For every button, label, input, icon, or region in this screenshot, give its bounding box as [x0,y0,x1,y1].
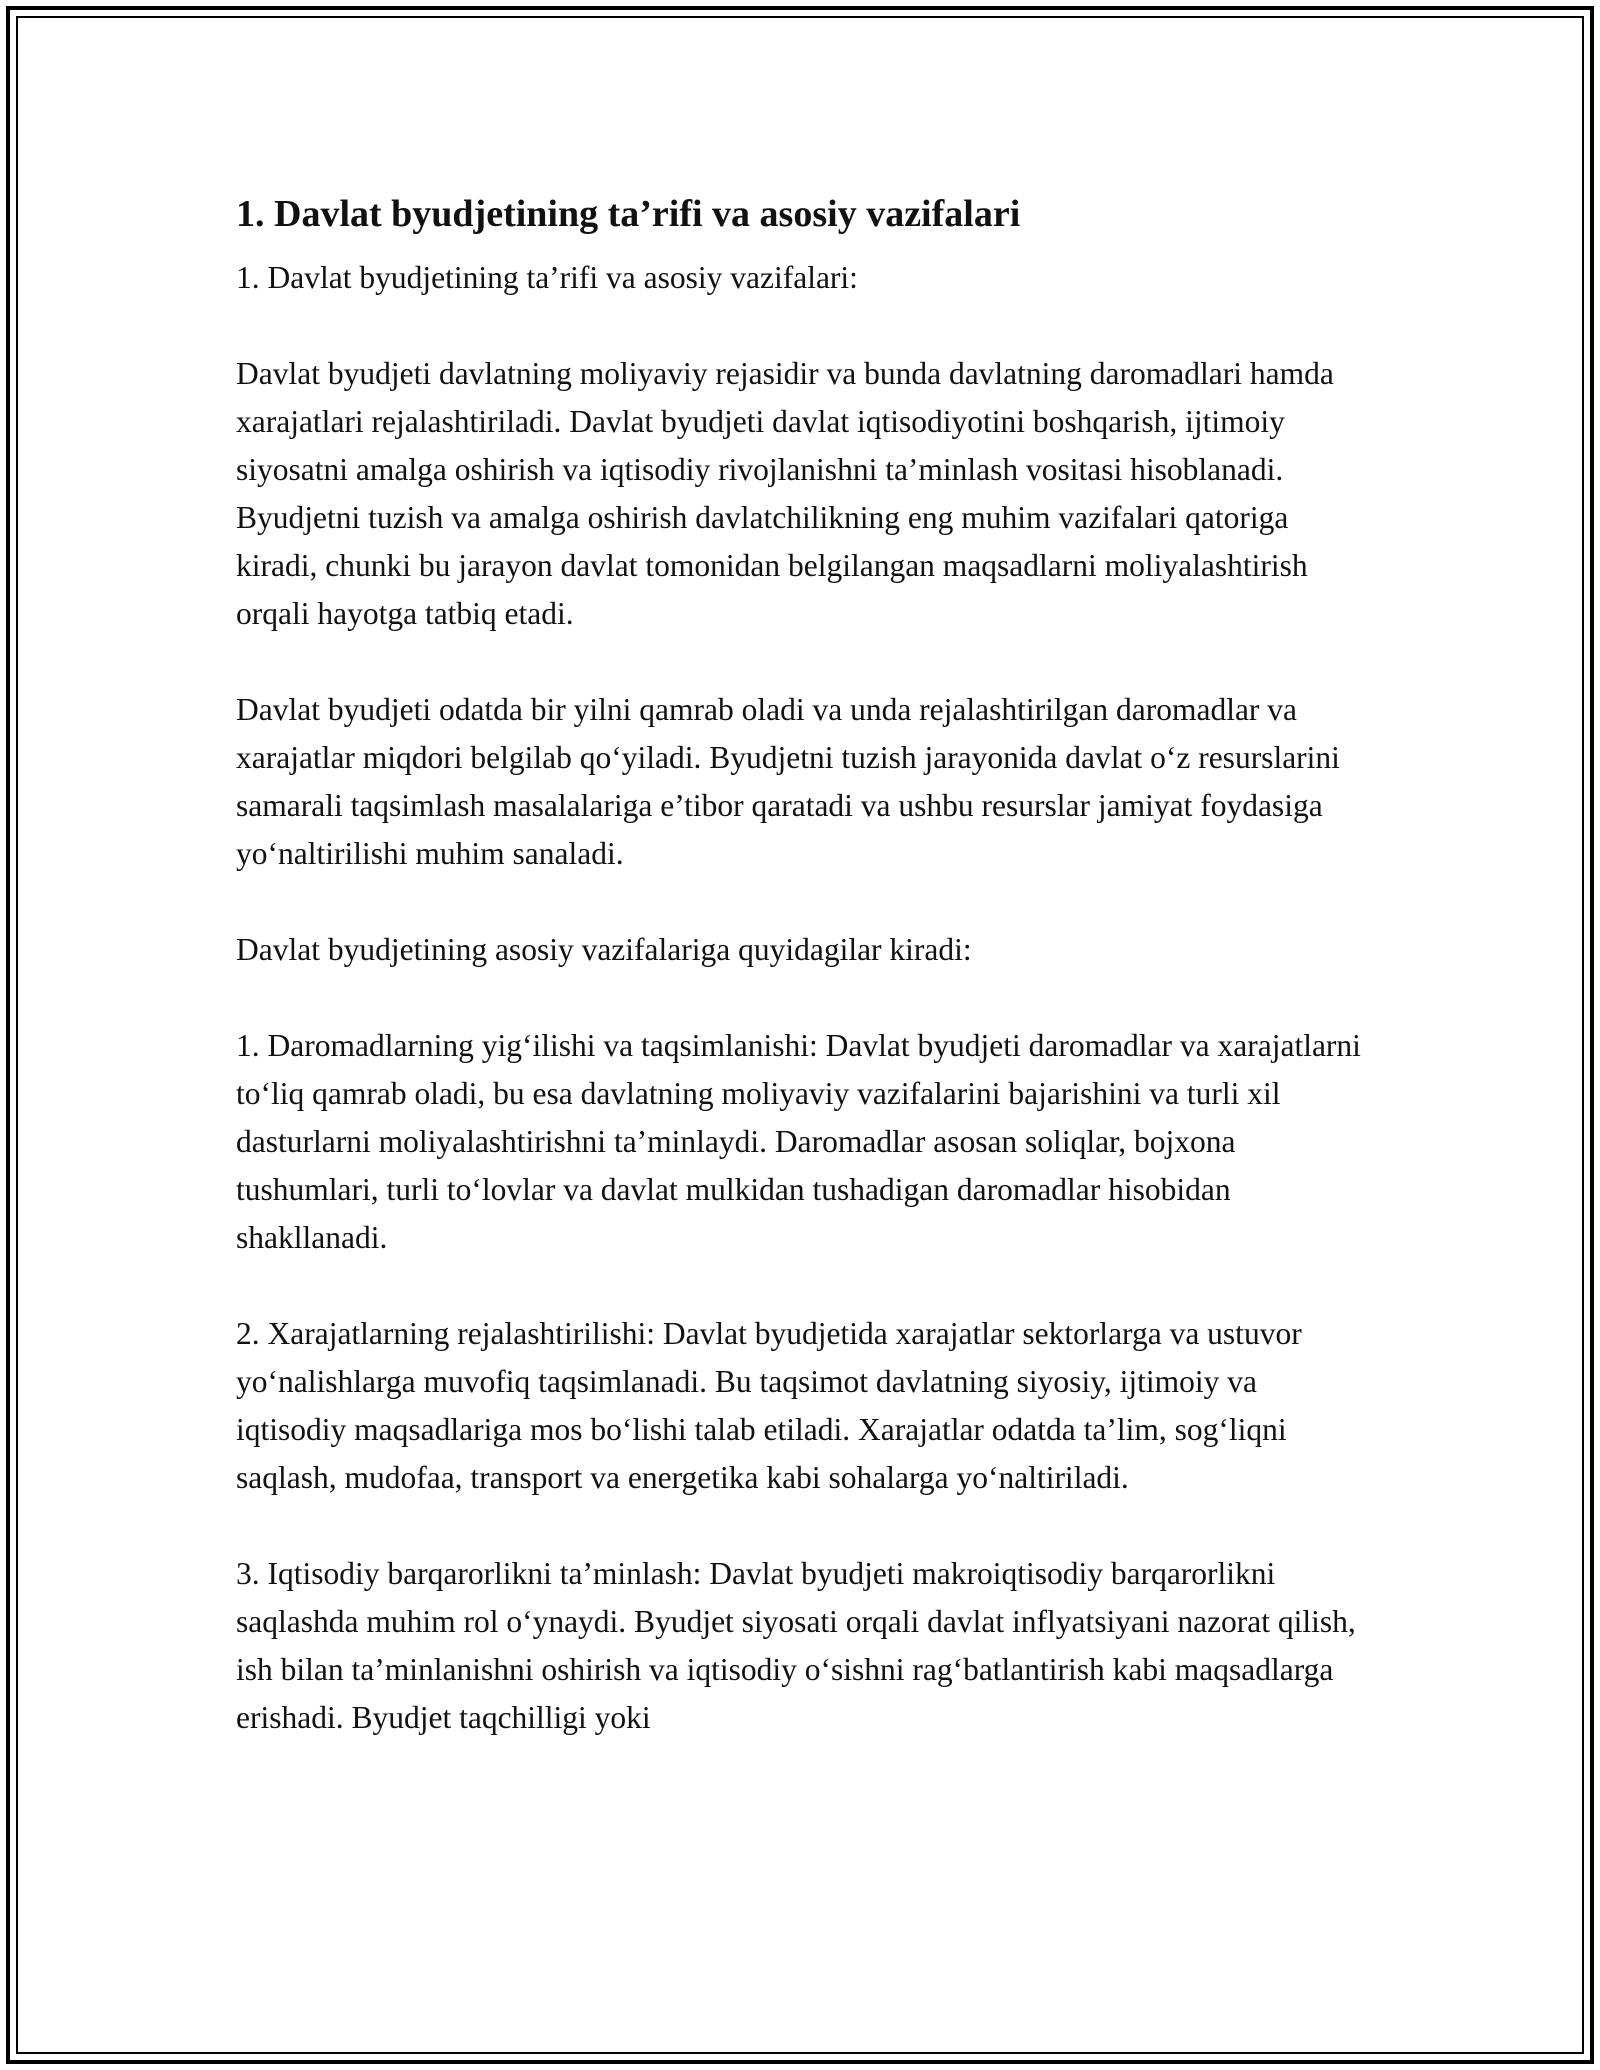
paragraph-functions-intro: Davlat byudjetining asosiy vazifalariga quyidagilar kiradi: [236,932,972,967]
paragraph-function-revenue: 1. Daromadlarning yig‘ilishi va taqsimlanishi: Davlat byudjeti daromadlar va xarajatlarni to‘liq qamrab oladi, bu esa davlatning moliyaviy vazifalarini bajarishini va turli xil dasturlarni moliyalashtirishni ta’minlaydi. Daromadlar asosan soliqlar, bojxona tushumlari, turli to‘lovlar va davlat mulkidan tushadigan daromadlar hisobidan shakllanadi. [236,1028,1361,1255]
paragraph-function-stability: 3. Iqtisodiy barqarorlikni ta’minlash: Davlat byudjeti makroiqtisodiy barqarorlikni saqlashda muhim rol o‘ynaydi. Byudjet siyosati orqali davlat inflyatsiyani nazorat qilish, ish bilan ta’minlanishni oshirish va iqtisodiy o‘sishni rag‘batlantirish kabi maqsadlarga erishadi. Byudjet taqchilligi yoki [236,1556,1356,1735]
paragraph-annual-scope: Davlat byudjeti odatda bir yilni qamrab oladi va unda rejalashtirilgan daromadlar va xarajatlar miqdori belgilab qo‘yiladi. Byudjetni tuzish jarayonida davlat o‘z resurslarini samarali taqsimlash masalalariga e’tibor qaratadi va ushbu resurslar jamiyat foydasiga yo‘naltirilishi muhim sanaladi. [236,692,1340,871]
paragraph-definition: Davlat byudjeti davlatning moliyaviy rejasidir va bunda davlatning daromadlari hamda xarajatlari rejalashtiriladi. Davlat byudjeti davlat iqtisodiyotini boshqarish, ijtimoiy siyosatni amalga oshirish va iqtisodiy rivojlanishni ta’minlash vositasi hisoblanadi. Byudjetni tuzish va amalga oshirish davlatchilikning eng muhim vazifalari qatoriga kiradi, chunki bu jarayon davlat tomonidan belgilangan maqsadlarni moliyalashtirish orqali hayotga tatbiq etadi. [236,356,1334,631]
document-body [236,186,1366,1742]
document-heading: 1. Davlat byudjetining ta’rifi va asosiy vazifalari [236,193,1021,235]
paragraph-intro-line: 1. Davlat byudjetining ta’rifi va asosiy vazifalari: [236,260,858,295]
paragraph-function-expenditure: 2. Xarajatlarning rejalashtirilishi: Davlat byudjetida xarajatlar sektorlarga va ustuvor yo‘nalishlarga muvofiq taqsimlanadi. Bu taqsimot davlatning siyosiy, ijtimoiy va iqtisodiy maqsadlariga mos bo‘lishi talab etiladi. Xarajatlar odatda ta’lim, sog‘liqni saqlash, mudofaa, transport va energetika kabi sohalarga yo‘naltiriladi. [236,1316,1302,1495]
